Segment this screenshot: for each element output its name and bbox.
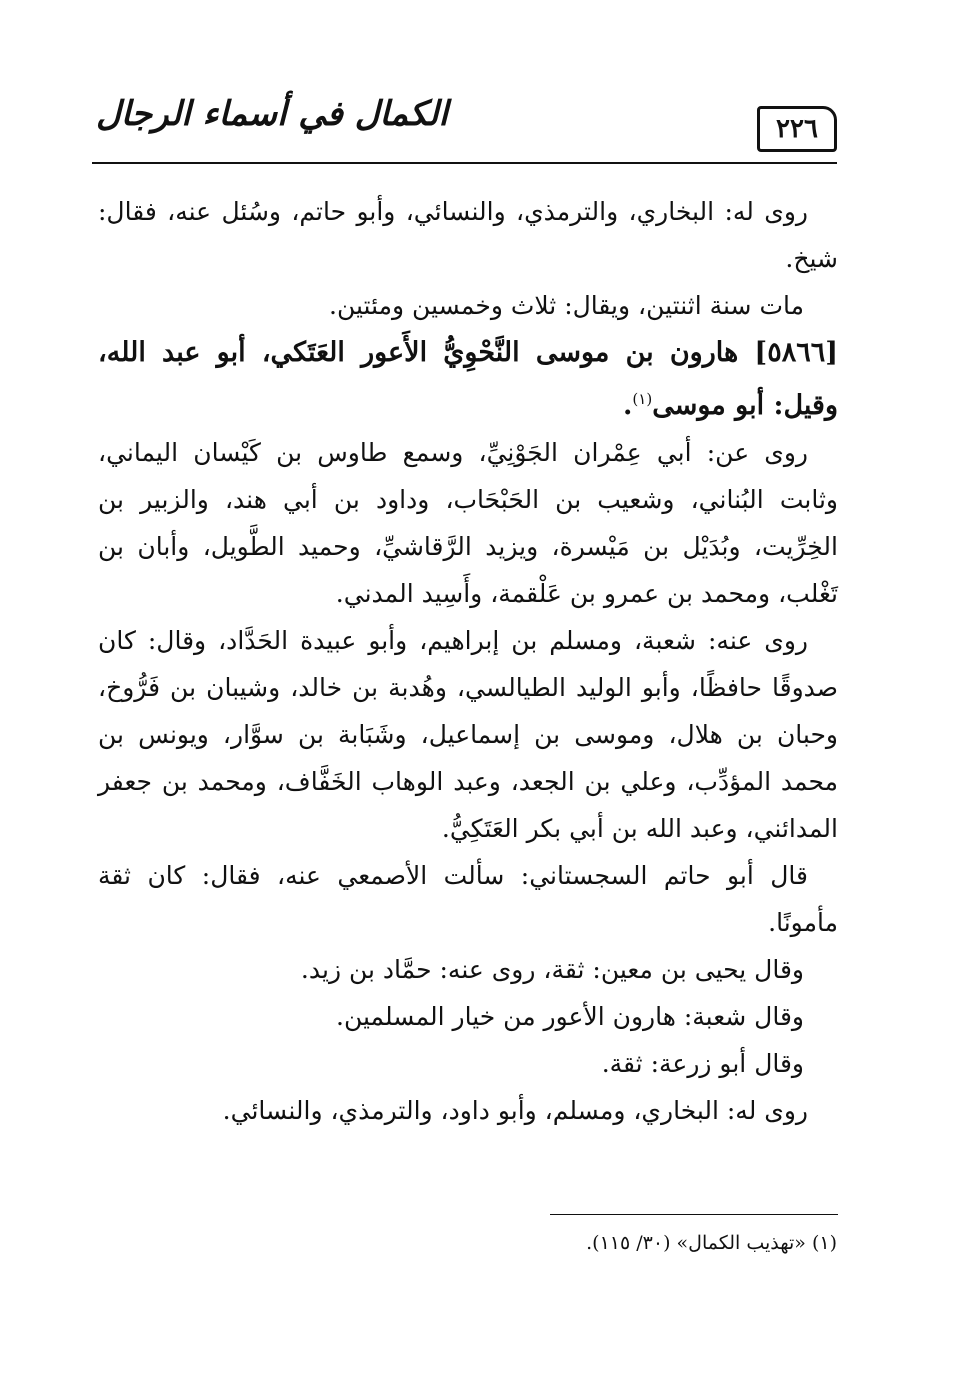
paragraph-abu-zura: وقال أبو زرعة: ثقة. [601, 1049, 804, 1078]
entry-heading [98, 329, 838, 429]
entry-heading-text: [٥٨٦٦] هارون بن موسى النَّحْوِيُّ الأَعور العَتَكي، أبو عبد الله، وقيل: أبو موسى [98, 337, 838, 421]
paragraph-shuba: وقال شعبة: هارون الأعور من خيار المسلمين. [336, 1002, 804, 1031]
page-number: ٢٢٦ [757, 106, 837, 152]
book-title: الكمال في أسماء الرجال [96, 94, 448, 134]
paragraph-narrators: روى عنه: شعبة، ومسلم بن إبراهيم، وأبو عبيدة الحَدَّاد، وقال: كان صدوقًا حافظًا، وأبو الوليد الطيالسي، وهُدبة بن خالد، وشيبان بن فَرُّوخ، وحبان بن هلال، وموسى بن إسماعيل، وشَبَابة بن سوَّار، ويونس بن محمد المؤدِّب، وعلي بن الجعد، وعبد الوهاب الخَفَّاف، ومحمد بن جعفر المدائني، وعبد الله بن أبي بكر العَتَكِيُّ. [98, 626, 838, 843]
entry-heading-end: . [623, 390, 633, 421]
footnote: (١) «تهذيب الكمال» (٣٠/ ١١٥). [586, 1232, 837, 1254]
paragraph-abu-hatim: قال أبو حاتم السجستاني: سألت الأصمعي عنه، فقال: كان ثقة مأمونًا. [98, 861, 838, 937]
footnote-rule [550, 1214, 838, 1215]
header-rule [92, 162, 837, 164]
paragraph-narrated-from: روى عن: أبي عِمْران الجَوْنِيِّ، وسمع طاوس بن كَيْسان اليماني، وثابت البُناني، وشعيب بن الحَبْحَاب، وداود بن أبي هند، والزبير بن الخِرِّيت، وبُدَيْل بن مَيْسرة، ويزيد الرَّقاشيِّ، وحميد الطَّويل، وأبان بن تَغْلب، ومحمد بن عمرو بن عَلْقمة، وأَسِيد المدني. [98, 438, 838, 608]
footnote-ref: (١) [632, 390, 653, 408]
paragraph-narrated-by: روى له: البخاري، والترمذي، والنسائي، وأبو حاتم، وسُئل عنه، فقال: شيخ. [98, 197, 838, 273]
page-header [92, 92, 837, 164]
paragraph-narrated-by-final: روى له: البخاري، ومسلم، وأبو داود، والترمذي، والنسائي. [222, 1096, 808, 1125]
paragraph-death: مات سنة اثنتين، ويقال: ثلاث وخمسين ومئتين. [329, 291, 804, 320]
paragraph-ibn-main: وقال يحيى بن معين: ثقة، روى عنه: حمَّاد بن زيد. [300, 955, 804, 984]
page-body [98, 188, 838, 1134]
